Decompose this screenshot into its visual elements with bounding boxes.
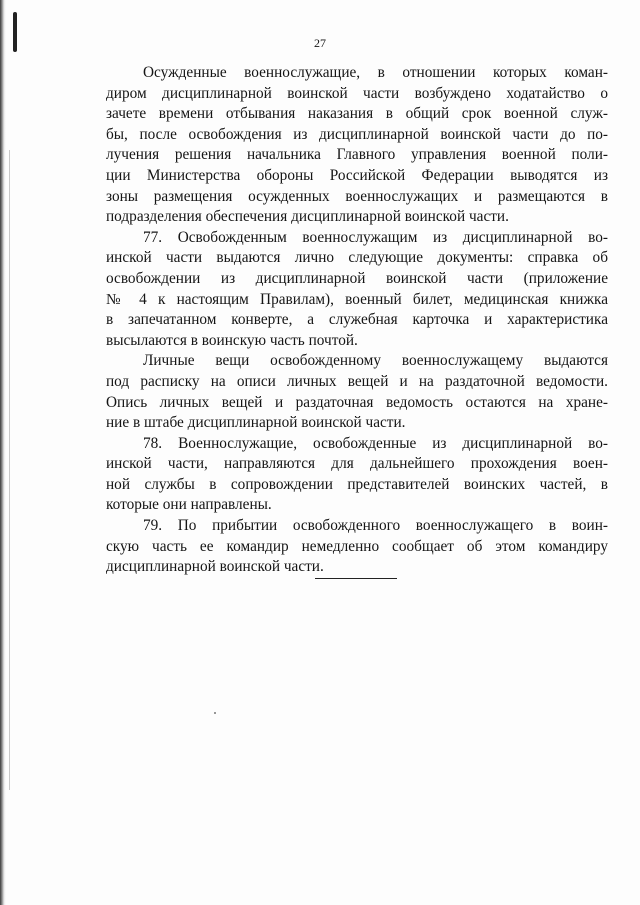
scan-speck bbox=[214, 712, 216, 714]
text-line: Осужденные военнослужащие, в отношении которых коман- bbox=[143, 64, 608, 81]
text-line: бы, после освобождения из дисциплинарной воинской части до по- bbox=[106, 125, 608, 143]
text-line: 79. По прибытии освобожденного военнослужащего в воин- bbox=[143, 517, 608, 535]
text-line: 77. Освобожденным военнослужащим из дисциплинарной во- bbox=[143, 228, 608, 246]
text-line: 78. Военнослужащие, освобожденные из дисциплинарной во- bbox=[143, 434, 608, 452]
text-line: Опись личных вещей и раздаточная ведомость остаются на хране- bbox=[106, 393, 608, 411]
text-line: освобождении из дисциплинарной воинской части (приложение bbox=[106, 269, 608, 287]
text-line: ние в штабе дисциплинарной воинской части. bbox=[106, 414, 406, 432]
paragraph bbox=[106, 63, 608, 228]
text-line: скую часть ее командир немедленно сообщает об этом командиру bbox=[106, 537, 608, 555]
text-line: ции Министерства обороны Российской Федерации выводятся из bbox=[106, 166, 608, 184]
end-of-text-rule bbox=[315, 578, 397, 579]
text-line: высылаются в воинскую часть почтой. bbox=[106, 331, 358, 349]
text-line: ной службы в сопровождении представителей воинских частей, в bbox=[106, 475, 608, 493]
text-line: лучения решения начальника Главного управления военной поли- bbox=[106, 146, 608, 164]
scan-edge-shadow bbox=[0, 0, 6, 905]
text-line: № 4 к настоящим Правилам), военный билет, медицинская книжка bbox=[106, 290, 608, 308]
text-line: зачете времени отбывания наказания в общий срок военной служ- bbox=[106, 105, 608, 123]
text-line: Личные вещи освобожденному военнослужащему выдаются bbox=[143, 352, 608, 370]
text-line: дисциплинарной воинской части. bbox=[106, 558, 324, 576]
text-line: которые они направлены. bbox=[106, 496, 272, 514]
text-line: в запечатанном конверте, а служебная карточка и характеристика bbox=[106, 311, 608, 329]
paragraph bbox=[106, 351, 608, 433]
text-line: инской части, направляются для дальнейшего прохождения воен- bbox=[106, 455, 608, 473]
text-line: зоны размещения осужденных военнослужащих и размещаются в bbox=[106, 187, 608, 205]
page-number: 27 bbox=[314, 36, 326, 50]
text-line: инской части выдаются лично следующие документы: справка об bbox=[106, 249, 608, 267]
text-line: подразделения обеспечения дисциплинарной воинской части. bbox=[106, 208, 509, 226]
text-line: под расписку на описи личных вещей и на раздаточной ведомости. bbox=[106, 372, 608, 390]
paragraph bbox=[106, 434, 608, 516]
text-line: диром дисциплинарной воинской части возбуждено ходатайство о bbox=[106, 84, 608, 102]
scan-fold-line bbox=[9, 150, 10, 790]
paragraph bbox=[106, 516, 608, 578]
document-body bbox=[106, 63, 608, 578]
paragraph bbox=[106, 228, 608, 352]
